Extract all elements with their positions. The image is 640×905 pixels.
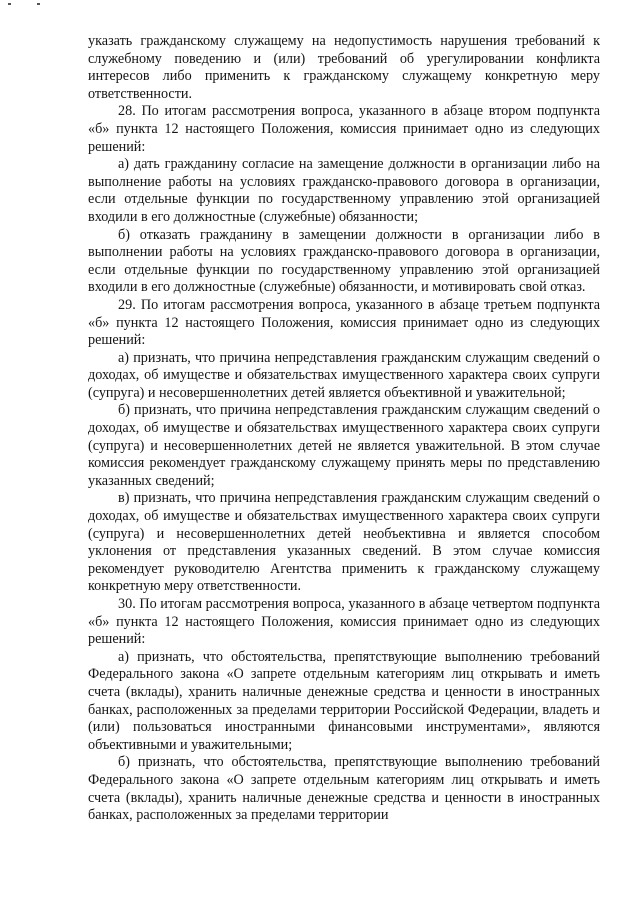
paragraph-30-a: а) признать, что обстоятельства, препятствующие выполнению требований Федерального закона «О запрете отдельным категориям лиц открывать и иметь счета (вклады), хранить наличные денежные средства и ценности в иностранных банках, расположенных за пределами территории Российской Федерации, владеть и (или) пользоваться иностранными финансовыми инструментами», являются объективными и уважительными; [88, 648, 600, 753]
paragraph-29-v: в) признать, что причина непредставления гражданским служащим сведений о доходах, об имуществе и обязательствах имущественного характера своих супруги (супруга) и несовершеннолетних детей необъективна и является способом уклонения от представления указанных сведений. В этом случае комиссия рекомендует руководителю Агентства применить к гражданскому служащему конкретную меру ответственности. [88, 490, 600, 595]
paragraph-28-a: а) дать гражданину согласие на замещение должности в организации либо на выполнение работы на условиях гражданско-правового договора в организации, если отдельные функции по государственному управлению этой организацией входили в его должностные (служебные) обязанности; [88, 156, 600, 225]
paragraph-29: 29. По итогам рассмотрения вопроса, указанного в абзаце третьем подпункта «б» пункта 12 настоящего Положения, комиссия принимает одно из следующих решений: [88, 296, 600, 349]
scan-speck [8, 3, 11, 5]
paragraph-29-b: б) признать, что причина непредставления гражданским служащим сведений о доходах, об имуществе и обязательствах имущественного характера своих супруги (супруга) и несовершеннолетних детей не является уважительной. В этом случае комиссия рекомендует гражданскому служащему принять меры по представлению указанных сведений; [88, 402, 600, 489]
scan-speck [37, 3, 40, 5]
paragraph-28-b: б) отказать гражданину в замещении должности в организации либо в выполнении работы на условиях гражданско-правового договора в организации, если отдельные функции по государственному управлению этой организацией входили в его должностные (служебные) обязанности, и мотивировать свой отказ. [88, 226, 600, 296]
paragraph-continuation: указать гражданскому служащему на недопустимость нарушения требований к служебному поведению и (или) требований об урегулировании конфликта интересов либо применить к гражданскому служащему конкретную меру ответственности. [88, 33, 600, 102]
paragraph-30: 30. По итогам рассмотрения вопроса, указанного в абзаце четвертом подпункта «б» пункта 12 настоящего Положения, комиссия принимает одно из следующих решений: [88, 596, 600, 648]
paragraph-29-a: а) признать, что причина непредставления гражданским служащим сведений о доходах, об имуществе и обязательствах имущественного характера своих супруги (супруга) и несовершеннолетних детей является объективной и уважительной; [88, 349, 600, 401]
paragraph-28: 28. По итогам рассмотрения вопроса, указанного в абзаце втором подпункта «б» пункта 12 настоящего Положения, комиссия принимает одно из следующих решений: [88, 103, 600, 155]
paragraph-30-b: б) признать, что обстоятельства, препятствующие выполнению требований Федерального закона «О запрете отдельным категориям лиц открывать и иметь счета (вклады), хранить наличные денежные средства и ценности в иностранных банках, расположенных за пределами территории [88, 754, 600, 824]
document-body [88, 33, 600, 825]
